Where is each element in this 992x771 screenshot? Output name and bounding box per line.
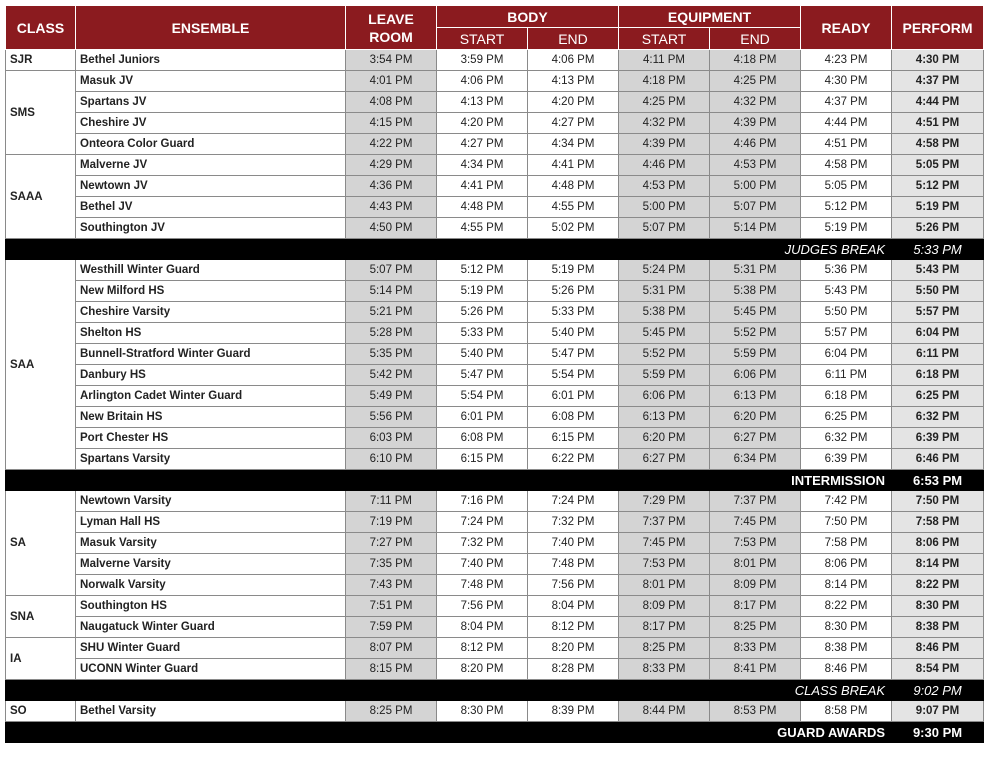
body-end-cell: 5:47 PM — [528, 344, 619, 365]
body-end-cell: 6:15 PM — [528, 428, 619, 449]
perform-cell: 8:30 PM — [892, 596, 984, 617]
equipment-start-cell: 8:09 PM — [619, 596, 710, 617]
ready-cell: 5:19 PM — [801, 218, 892, 239]
equipment-start-cell: 5:24 PM — [619, 260, 710, 281]
class-cell: SJR — [6, 50, 76, 71]
ensemble-cell: Port Chester HS — [76, 428, 346, 449]
ensemble-cell: Bunnell-Stratford Winter Guard — [76, 344, 346, 365]
body-end-cell: 7:32 PM — [528, 512, 619, 533]
table-body — [6, 50, 984, 743]
leave-room-cell: 4:22 PM — [346, 134, 437, 155]
perform-cell: 6:46 PM — [892, 449, 984, 470]
body-start-cell: 7:40 PM — [437, 554, 528, 575]
header-body-end: END — [528, 28, 619, 50]
ready-cell: 6:25 PM — [801, 407, 892, 428]
perform-cell: 6:25 PM — [892, 386, 984, 407]
body-end-cell: 8:28 PM — [528, 659, 619, 680]
ensemble-cell: UCONN Winter Guard — [76, 659, 346, 680]
header-class: CLASS — [6, 6, 76, 50]
leave-room-cell: 4:43 PM — [346, 197, 437, 218]
table-row — [6, 596, 984, 617]
equipment-start-cell: 5:59 PM — [619, 365, 710, 386]
ensemble-cell: Bethel JV — [76, 197, 346, 218]
perform-cell: 8:46 PM — [892, 638, 984, 659]
leave-room-cell: 6:10 PM — [346, 449, 437, 470]
leave-room-cell: 6:03 PM — [346, 428, 437, 449]
leave-room-cell: 5:56 PM — [346, 407, 437, 428]
body-end-cell: 6:01 PM — [528, 386, 619, 407]
body-start-cell: 4:55 PM — [437, 218, 528, 239]
ready-cell: 5:50 PM — [801, 302, 892, 323]
leave-room-cell: 8:15 PM — [346, 659, 437, 680]
equipment-start-cell: 8:01 PM — [619, 575, 710, 596]
equipment-end-cell: 5:38 PM — [710, 281, 801, 302]
body-start-cell: 7:48 PM — [437, 575, 528, 596]
ready-cell: 6:18 PM — [801, 386, 892, 407]
perform-cell: 5:19 PM — [892, 197, 984, 218]
equipment-end-cell: 6:27 PM — [710, 428, 801, 449]
body-start-cell: 4:06 PM — [437, 71, 528, 92]
perform-cell: 6:39 PM — [892, 428, 984, 449]
ready-cell: 6:32 PM — [801, 428, 892, 449]
leave-room-cell: 3:54 PM — [346, 50, 437, 71]
equipment-start-cell: 6:13 PM — [619, 407, 710, 428]
body-end-cell: 7:24 PM — [528, 491, 619, 512]
leave-room-cell: 4:08 PM — [346, 92, 437, 113]
ensemble-cell: Southington JV — [76, 218, 346, 239]
equipment-end-cell: 6:34 PM — [710, 449, 801, 470]
equipment-start-cell: 7:53 PM — [619, 554, 710, 575]
leave-room-cell: 4:36 PM — [346, 176, 437, 197]
body-end-cell: 4:48 PM — [528, 176, 619, 197]
body-start-cell: 5:12 PM — [437, 260, 528, 281]
table-row — [6, 449, 984, 470]
equipment-start-cell: 6:06 PM — [619, 386, 710, 407]
equipment-start-cell: 5:00 PM — [619, 197, 710, 218]
class-cell: SA — [6, 491, 76, 596]
ensemble-cell: Masuk JV — [76, 71, 346, 92]
equipment-start-cell: 4:46 PM — [619, 155, 710, 176]
ready-cell: 5:57 PM — [801, 323, 892, 344]
body-end-cell: 4:41 PM — [528, 155, 619, 176]
ensemble-cell: Spartans JV — [76, 92, 346, 113]
perform-cell: 7:50 PM — [892, 491, 984, 512]
body-start-cell: 8:12 PM — [437, 638, 528, 659]
ready-cell: 8:22 PM — [801, 596, 892, 617]
perform-cell: 8:38 PM — [892, 617, 984, 638]
leave-room-cell: 5:49 PM — [346, 386, 437, 407]
equipment-end-cell: 6:20 PM — [710, 407, 801, 428]
equipment-end-cell: 8:53 PM — [710, 701, 801, 722]
equipment-start-cell: 5:07 PM — [619, 218, 710, 239]
leave-room-cell: 5:28 PM — [346, 323, 437, 344]
table-row — [6, 365, 984, 386]
body-end-cell: 5:40 PM — [528, 323, 619, 344]
body-start-cell: 4:13 PM — [437, 92, 528, 113]
break-row — [6, 470, 984, 491]
equipment-end-cell: 4:25 PM — [710, 71, 801, 92]
table-row — [6, 323, 984, 344]
ensemble-cell: SHU Winter Guard — [76, 638, 346, 659]
body-start-cell: 4:34 PM — [437, 155, 528, 176]
equipment-end-cell: 6:13 PM — [710, 386, 801, 407]
body-start-cell: 8:20 PM — [437, 659, 528, 680]
equipment-start-cell: 5:45 PM — [619, 323, 710, 344]
break-time: 5:33 PM — [892, 239, 984, 260]
perform-cell: 4:37 PM — [892, 71, 984, 92]
table-row — [6, 533, 984, 554]
perform-cell: 6:18 PM — [892, 365, 984, 386]
body-end-cell: 6:22 PM — [528, 449, 619, 470]
equipment-end-cell: 5:59 PM — [710, 344, 801, 365]
table-row — [6, 260, 984, 281]
break-time: 9:02 PM — [892, 680, 984, 701]
body-start-cell: 5:54 PM — [437, 386, 528, 407]
equipment-start-cell: 7:29 PM — [619, 491, 710, 512]
ready-cell: 6:04 PM — [801, 344, 892, 365]
body-start-cell: 5:19 PM — [437, 281, 528, 302]
header-body: BODY — [437, 6, 619, 28]
leave-room-cell: 5:35 PM — [346, 344, 437, 365]
equipment-start-cell: 7:45 PM — [619, 533, 710, 554]
table-row — [6, 197, 984, 218]
body-start-cell: 4:20 PM — [437, 113, 528, 134]
break-time: 9:30 PM — [892, 722, 984, 743]
equipment-end-cell: 7:45 PM — [710, 512, 801, 533]
body-end-cell: 5:54 PM — [528, 365, 619, 386]
ensemble-cell: Cheshire Varsity — [76, 302, 346, 323]
equipment-start-cell: 4:18 PM — [619, 71, 710, 92]
leave-room-cell: 5:21 PM — [346, 302, 437, 323]
body-start-cell: 5:33 PM — [437, 323, 528, 344]
equipment-end-cell: 8:01 PM — [710, 554, 801, 575]
leave-room-cell: 7:19 PM — [346, 512, 437, 533]
ready-cell: 8:38 PM — [801, 638, 892, 659]
table-row — [6, 302, 984, 323]
break-label: INTERMISSION — [6, 470, 892, 491]
table-row — [6, 92, 984, 113]
ensemble-cell: Newtown Varsity — [76, 491, 346, 512]
equipment-start-cell: 5:31 PM — [619, 281, 710, 302]
leave-room-cell: 5:14 PM — [346, 281, 437, 302]
ready-cell: 5:43 PM — [801, 281, 892, 302]
ensemble-cell: Arlington Cadet Winter Guard — [76, 386, 346, 407]
perform-cell: 8:06 PM — [892, 533, 984, 554]
body-start-cell: 6:15 PM — [437, 449, 528, 470]
equipment-start-cell: 8:33 PM — [619, 659, 710, 680]
ready-cell: 5:36 PM — [801, 260, 892, 281]
ensemble-cell: Onteora Color Guard — [76, 134, 346, 155]
equipment-end-cell: 4:39 PM — [710, 113, 801, 134]
ensemble-cell: Bethel Varsity — [76, 701, 346, 722]
ready-cell: 4:44 PM — [801, 113, 892, 134]
equipment-end-cell: 5:31 PM — [710, 260, 801, 281]
body-start-cell: 8:04 PM — [437, 617, 528, 638]
equipment-end-cell: 8:09 PM — [710, 575, 801, 596]
body-end-cell: 8:20 PM — [528, 638, 619, 659]
table-row — [6, 113, 984, 134]
leave-room-cell: 8:07 PM — [346, 638, 437, 659]
ensemble-cell: Danbury HS — [76, 365, 346, 386]
leave-room-cell: 5:42 PM — [346, 365, 437, 386]
table-row — [6, 50, 984, 71]
body-start-cell: 8:30 PM — [437, 701, 528, 722]
equipment-start-cell: 7:37 PM — [619, 512, 710, 533]
equipment-end-cell: 8:17 PM — [710, 596, 801, 617]
ready-cell: 5:12 PM — [801, 197, 892, 218]
body-end-cell: 4:20 PM — [528, 92, 619, 113]
ready-cell: 8:58 PM — [801, 701, 892, 722]
table-row — [6, 638, 984, 659]
ensemble-cell: Malverne Varsity — [76, 554, 346, 575]
header-leave-room-line2: ROOM — [369, 28, 413, 45]
body-start-cell: 5:47 PM — [437, 365, 528, 386]
leave-room-cell: 4:50 PM — [346, 218, 437, 239]
ready-cell: 8:14 PM — [801, 575, 892, 596]
break-row — [6, 680, 984, 701]
ready-cell: 6:11 PM — [801, 365, 892, 386]
perform-cell: 4:30 PM — [892, 50, 984, 71]
table-row — [6, 554, 984, 575]
class-cell: SO — [6, 701, 76, 722]
equipment-start-cell: 6:20 PM — [619, 428, 710, 449]
equipment-start-cell: 4:53 PM — [619, 176, 710, 197]
equipment-end-cell: 4:53 PM — [710, 155, 801, 176]
table-row — [6, 491, 984, 512]
ensemble-cell: Westhill Winter Guard — [76, 260, 346, 281]
leave-room-cell: 7:59 PM — [346, 617, 437, 638]
header-perform: PERFORM — [892, 6, 984, 50]
equipment-end-cell: 5:14 PM — [710, 218, 801, 239]
equipment-end-cell: 5:00 PM — [710, 176, 801, 197]
perform-cell: 5:43 PM — [892, 260, 984, 281]
break-row — [6, 722, 984, 743]
class-cell: SAAA — [6, 155, 76, 239]
equipment-end-cell: 7:37 PM — [710, 491, 801, 512]
break-label: CLASS BREAK — [6, 680, 892, 701]
equipment-start-cell: 5:38 PM — [619, 302, 710, 323]
header-leave-room — [346, 6, 437, 50]
class-cell: SNA — [6, 596, 76, 638]
body-start-cell: 4:41 PM — [437, 176, 528, 197]
perform-cell: 5:50 PM — [892, 281, 984, 302]
table-row — [6, 512, 984, 533]
equipment-end-cell: 8:25 PM — [710, 617, 801, 638]
ensemble-cell: New Milford HS — [76, 281, 346, 302]
table-row — [6, 701, 984, 722]
body-end-cell: 4:13 PM — [528, 71, 619, 92]
table-row — [6, 134, 984, 155]
ready-cell: 4:23 PM — [801, 50, 892, 71]
leave-room-cell: 7:27 PM — [346, 533, 437, 554]
ready-cell: 7:58 PM — [801, 533, 892, 554]
body-start-cell: 7:32 PM — [437, 533, 528, 554]
body-start-cell: 7:24 PM — [437, 512, 528, 533]
equipment-start-cell: 8:25 PM — [619, 638, 710, 659]
table-row — [6, 218, 984, 239]
perform-cell: 4:51 PM — [892, 113, 984, 134]
body-start-cell: 3:59 PM — [437, 50, 528, 71]
table-row — [6, 407, 984, 428]
body-start-cell: 6:08 PM — [437, 428, 528, 449]
perform-cell: 4:44 PM — [892, 92, 984, 113]
ready-cell: 7:42 PM — [801, 491, 892, 512]
body-start-cell: 4:27 PM — [437, 134, 528, 155]
body-end-cell: 5:19 PM — [528, 260, 619, 281]
leave-room-cell: 7:11 PM — [346, 491, 437, 512]
equipment-end-cell: 8:33 PM — [710, 638, 801, 659]
header-equipment-start: START — [619, 28, 710, 50]
ensemble-cell: Southington HS — [76, 596, 346, 617]
ensemble-cell: Bethel Juniors — [76, 50, 346, 71]
equipment-start-cell: 8:17 PM — [619, 617, 710, 638]
table-row — [6, 386, 984, 407]
table-row — [6, 281, 984, 302]
leave-room-cell: 4:01 PM — [346, 71, 437, 92]
table-row — [6, 659, 984, 680]
body-end-cell: 4:55 PM — [528, 197, 619, 218]
equipment-start-cell: 4:11 PM — [619, 50, 710, 71]
perform-cell: 5:57 PM — [892, 302, 984, 323]
perform-cell: 5:12 PM — [892, 176, 984, 197]
ready-cell: 7:50 PM — [801, 512, 892, 533]
ensemble-cell: Masuk Varsity — [76, 533, 346, 554]
equipment-end-cell: 7:53 PM — [710, 533, 801, 554]
equipment-start-cell: 4:32 PM — [619, 113, 710, 134]
equipment-end-cell: 4:18 PM — [710, 50, 801, 71]
perform-cell: 6:04 PM — [892, 323, 984, 344]
equipment-end-cell: 5:07 PM — [710, 197, 801, 218]
body-end-cell: 5:33 PM — [528, 302, 619, 323]
equipment-start-cell: 5:52 PM — [619, 344, 710, 365]
body-start-cell: 5:26 PM — [437, 302, 528, 323]
body-start-cell: 6:01 PM — [437, 407, 528, 428]
ready-cell: 4:37 PM — [801, 92, 892, 113]
body-start-cell: 4:48 PM — [437, 197, 528, 218]
header-equipment: EQUIPMENT — [619, 6, 801, 28]
body-end-cell: 5:02 PM — [528, 218, 619, 239]
perform-cell: 8:54 PM — [892, 659, 984, 680]
break-row — [6, 239, 984, 260]
leave-room-cell: 7:35 PM — [346, 554, 437, 575]
break-label: JUDGES BREAK — [6, 239, 892, 260]
body-end-cell: 4:34 PM — [528, 134, 619, 155]
ensemble-cell: Lyman Hall HS — [76, 512, 346, 533]
ready-cell: 5:05 PM — [801, 176, 892, 197]
break-label: GUARD AWARDS — [6, 722, 892, 743]
equipment-end-cell: 5:52 PM — [710, 323, 801, 344]
body-end-cell: 8:39 PM — [528, 701, 619, 722]
ready-cell: 8:30 PM — [801, 617, 892, 638]
break-time: 6:53 PM — [892, 470, 984, 491]
ensemble-cell: Newtown JV — [76, 176, 346, 197]
ready-cell: 4:30 PM — [801, 71, 892, 92]
body-end-cell: 4:27 PM — [528, 113, 619, 134]
class-cell: SMS — [6, 71, 76, 155]
ensemble-cell: Cheshire JV — [76, 113, 346, 134]
body-end-cell: 7:56 PM — [528, 575, 619, 596]
ensemble-cell: Spartans Varsity — [76, 449, 346, 470]
body-start-cell: 7:16 PM — [437, 491, 528, 512]
table-row — [6, 428, 984, 449]
perform-cell: 5:26 PM — [892, 218, 984, 239]
class-cell: IA — [6, 638, 76, 680]
ensemble-cell: Naugatuck Winter Guard — [76, 617, 346, 638]
perform-cell: 8:14 PM — [892, 554, 984, 575]
table-row — [6, 176, 984, 197]
header-ensemble: ENSEMBLE — [76, 6, 346, 50]
ensemble-cell: Norwalk Varsity — [76, 575, 346, 596]
equipment-start-cell: 6:27 PM — [619, 449, 710, 470]
table-row — [6, 155, 984, 176]
header-leave-room-line1: LEAVE — [368, 10, 414, 27]
equipment-start-cell: 4:25 PM — [619, 92, 710, 113]
perform-cell: 7:58 PM — [892, 512, 984, 533]
table-row — [6, 344, 984, 365]
perform-cell: 6:32 PM — [892, 407, 984, 428]
perform-cell: 9:07 PM — [892, 701, 984, 722]
body-end-cell: 7:40 PM — [528, 533, 619, 554]
perform-cell: 8:22 PM — [892, 575, 984, 596]
table-row — [6, 575, 984, 596]
leave-room-cell: 5:07 PM — [346, 260, 437, 281]
body-end-cell: 6:08 PM — [528, 407, 619, 428]
equipment-end-cell: 4:46 PM — [710, 134, 801, 155]
ready-cell: 4:58 PM — [801, 155, 892, 176]
table-header — [6, 6, 984, 50]
equipment-end-cell: 8:41 PM — [710, 659, 801, 680]
equipment-end-cell: 6:06 PM — [710, 365, 801, 386]
header-ready: READY — [801, 6, 892, 50]
ready-cell: 8:06 PM — [801, 554, 892, 575]
leave-room-cell: 7:51 PM — [346, 596, 437, 617]
body-start-cell: 7:56 PM — [437, 596, 528, 617]
ready-cell: 4:51 PM — [801, 134, 892, 155]
perform-cell: 4:58 PM — [892, 134, 984, 155]
body-end-cell: 8:04 PM — [528, 596, 619, 617]
body-end-cell: 5:26 PM — [528, 281, 619, 302]
body-start-cell: 5:40 PM — [437, 344, 528, 365]
table-row — [6, 617, 984, 638]
equipment-end-cell: 5:45 PM — [710, 302, 801, 323]
leave-room-cell: 8:25 PM — [346, 701, 437, 722]
schedule-table — [5, 5, 984, 743]
body-end-cell: 7:48 PM — [528, 554, 619, 575]
perform-cell: 5:05 PM — [892, 155, 984, 176]
body-end-cell: 4:06 PM — [528, 50, 619, 71]
ready-cell: 6:39 PM — [801, 449, 892, 470]
equipment-start-cell: 4:39 PM — [619, 134, 710, 155]
leave-room-cell: 7:43 PM — [346, 575, 437, 596]
ensemble-cell: Malverne JV — [76, 155, 346, 176]
leave-room-cell: 4:15 PM — [346, 113, 437, 134]
ensemble-cell: Shelton HS — [76, 323, 346, 344]
ensemble-cell: New Britain HS — [76, 407, 346, 428]
equipment-start-cell: 8:44 PM — [619, 701, 710, 722]
header-equipment-end: END — [710, 28, 801, 50]
table-row — [6, 71, 984, 92]
header-body-start: START — [437, 28, 528, 50]
body-end-cell: 8:12 PM — [528, 617, 619, 638]
class-cell: SAA — [6, 260, 76, 470]
perform-cell: 6:11 PM — [892, 344, 984, 365]
leave-room-cell: 4:29 PM — [346, 155, 437, 176]
ready-cell: 8:46 PM — [801, 659, 892, 680]
equipment-end-cell: 4:32 PM — [710, 92, 801, 113]
